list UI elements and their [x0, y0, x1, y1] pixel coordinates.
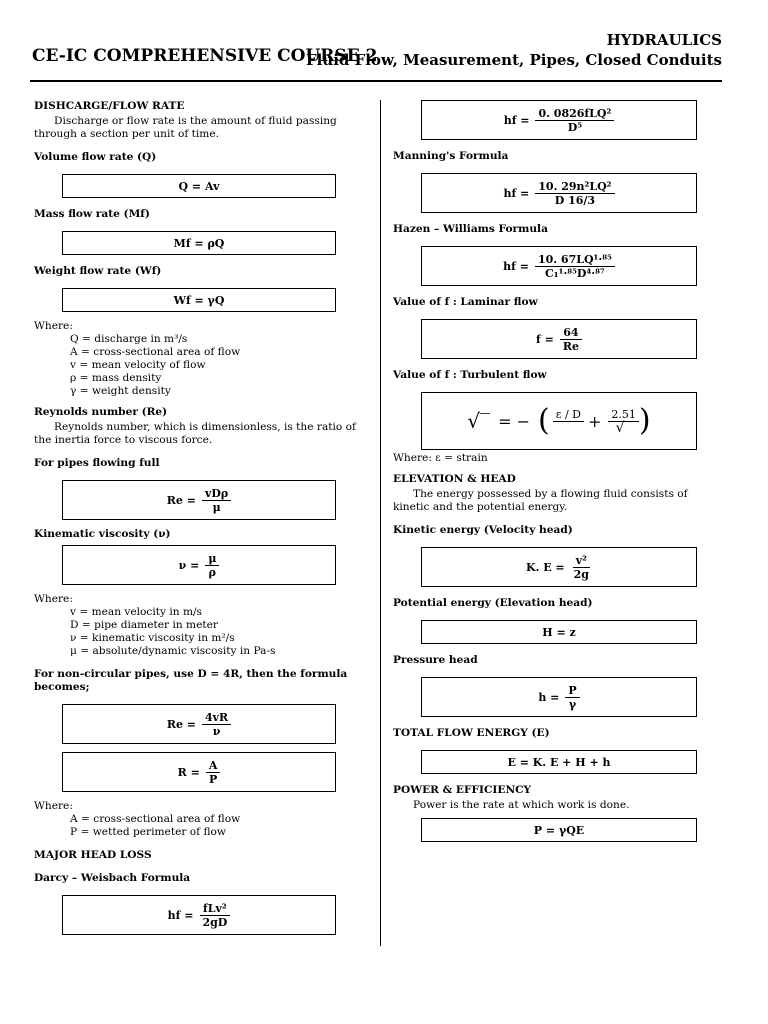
- column-divider: [380, 100, 381, 946]
- where-label: Where:: [34, 320, 73, 332]
- numerator: 4vR: [202, 711, 231, 725]
- power-text: Power is the rate at which work is done.: [413, 799, 630, 811]
- numerator: μ: [205, 552, 219, 566]
- formula-lhs: f =: [536, 332, 554, 346]
- formula-lhs: ν =: [178, 558, 200, 572]
- denominator: P: [208, 772, 218, 786]
- fraction: [560, 326, 582, 353]
- fraction: [553, 408, 584, 435]
- darcy-q-formula: [421, 100, 697, 140]
- list-item: A = cross-sectional area of flow: [70, 346, 241, 358]
- formula-lhs: Re =: [166, 717, 196, 731]
- elevation-text: The energy possessed by a flowing fluid consists of kinetic and the potential energy.: [393, 488, 688, 513]
- volume-flow-heading: Volume flow rate (Q): [34, 151, 157, 163]
- where-list-2: [34, 606, 368, 658]
- fraction: [206, 759, 221, 786]
- laminar-heading: Value of f : Laminar flow: [393, 296, 538, 308]
- where-label: Where:: [34, 593, 73, 605]
- list-item: P = wetted perimeter of flow: [70, 826, 226, 838]
- fraction: [202, 487, 231, 514]
- subject-title: HYDRAULICS: [606, 31, 722, 49]
- fraction: [202, 711, 231, 738]
- where-label: Where:: [393, 452, 432, 464]
- denominator: ν: [212, 724, 221, 738]
- list-item: μ = absolute/dynamic viscosity in Pa-s: [70, 645, 276, 657]
- formula-lhs: R =: [177, 765, 200, 779]
- list-item: ν = kinematic viscosity in m²/s: [70, 632, 235, 644]
- denominator: 2g: [573, 567, 589, 581]
- strain-definition: ε = strain: [435, 452, 488, 464]
- fraction: [205, 552, 219, 579]
- list-item: D = pipe diameter in meter: [70, 619, 218, 631]
- hazen-heading: Hazen – Williams Formula: [393, 223, 548, 235]
- numerator: ε / D: [553, 408, 584, 422]
- denominator: ρ: [208, 565, 216, 579]
- laminar-formula: [421, 319, 697, 359]
- kinetic-heading: Kinetic energy (Velocity head): [393, 524, 573, 536]
- list-item: v = mean velocity of flow: [70, 359, 206, 371]
- numerator: 10. 67LQ¹·⁸⁵: [535, 253, 615, 267]
- header-rule: [30, 80, 722, 82]
- course-title: CE-IC COMPREHENSIVE COURSE 2: [32, 46, 378, 66]
- numerator: P: [565, 684, 579, 698]
- where-strain: [393, 452, 723, 465]
- left-paren: (: [538, 403, 550, 438]
- formula-lhs: hf =: [167, 908, 194, 922]
- pressure-head-heading: Pressure head: [393, 654, 478, 666]
- hazen-formula: [421, 246, 697, 286]
- denominator: C₁¹·⁸⁵D⁴·⁸⁷: [545, 266, 605, 280]
- elevation-heading: ELEVATION & HEAD: [393, 473, 516, 485]
- denominator: D⁵: [567, 120, 583, 134]
- pressure-head-formula: [421, 677, 697, 717]
- total-energy-heading: TOTAL FLOW ENERGY (E): [393, 727, 550, 739]
- sqrt-symbol: √‾: [467, 408, 491, 433]
- left-column: [34, 96, 368, 943]
- kinetic-formula: [421, 547, 697, 587]
- weight-flow-heading: Weight flow rate (Wf): [34, 265, 162, 277]
- darcy-heading: Darcy – Weisbach Formula: [34, 872, 191, 884]
- where-label: Where:: [34, 800, 73, 812]
- reynolds-formula: [62, 480, 336, 520]
- fraction: [571, 554, 592, 581]
- discharge-text: Discharge or flow rate is the amount of fluid passing through a section per unit of time.: [34, 115, 337, 140]
- denominator: γ: [568, 697, 577, 711]
- list-item: ρ = mass density: [70, 372, 162, 384]
- fraction: [199, 902, 230, 929]
- fraction: [535, 180, 614, 207]
- formula-lhs: Re =: [166, 493, 196, 507]
- volume-flow-formula: Q = Av: [62, 174, 336, 198]
- numerator: A: [206, 759, 221, 773]
- header-right: [306, 30, 722, 70]
- fraction: [535, 253, 615, 280]
- denominator: Re: [562, 339, 579, 353]
- topic-title: Fluid Flow, Measurement, Pipes, Closed Conduits: [305, 51, 722, 69]
- fraction: [608, 408, 639, 435]
- reynolds-noncircular-formula: [62, 704, 336, 744]
- darcy-formula: [62, 895, 336, 935]
- formula-lhs: K. E =: [525, 560, 565, 574]
- denominator: μ: [212, 500, 221, 514]
- numerator: vDρ: [202, 487, 231, 501]
- major-head-loss-heading: MAJOR HEAD LOSS: [34, 849, 152, 861]
- formula-lhs: hf =: [503, 186, 530, 200]
- sqrt-symbol: √‾: [615, 419, 632, 436]
- mass-flow-heading: Mass flow rate (Mf): [34, 208, 150, 220]
- kinematic-heading: Kinematic viscosity (ν): [34, 528, 171, 540]
- formula-lhs: hf =: [503, 113, 530, 127]
- denominator: [564, 422, 574, 435]
- where-list-1: [34, 333, 368, 398]
- plus-sign: +: [587, 411, 602, 431]
- potential-heading: Potential energy (Elevation head): [393, 597, 593, 609]
- power-formula: P = γQE: [421, 818, 697, 842]
- list-item: v = mean velocity in m/s: [70, 606, 202, 618]
- right-column: [393, 100, 723, 850]
- noncircular-heading: For non-circular pipes, use D = 4R, then the formula becomes;: [34, 668, 348, 693]
- pipes-full-heading: For pipes flowing full: [34, 457, 160, 469]
- numerator: 0. 0826fLQ²: [535, 107, 614, 121]
- kinematic-formula: [62, 545, 336, 585]
- discharge-heading: DISHCARGE/FLOW RATE: [34, 100, 185, 112]
- reynolds-heading: Reynolds number (Re): [34, 406, 168, 418]
- where-list-3: [34, 813, 368, 839]
- total-energy-formula: E = K. E + H + h: [421, 750, 697, 774]
- numerator: 64: [560, 326, 581, 340]
- turbulent-heading: Value of f : Turbulent flow: [393, 369, 547, 381]
- numerator: fLv²: [200, 902, 230, 916]
- list-item: A = cross-sectional area of flow: [70, 813, 241, 825]
- fraction: [535, 107, 614, 134]
- turbulent-formula: [421, 392, 697, 450]
- reynolds-text: Reynolds number, which is dimensionless, is the ratio of the inertia force to viscous force.: [34, 421, 356, 446]
- numerator: 2.51: [608, 408, 639, 422]
- potential-formula: H = z: [421, 620, 697, 644]
- manning-formula: [421, 173, 697, 213]
- mass-flow-formula: Mf = ρQ: [62, 231, 336, 255]
- formula-lhs: h =: [538, 690, 560, 704]
- weight-flow-formula: Wf = γQ: [62, 288, 336, 312]
- power-heading: POWER & EFFICIENCY: [393, 784, 532, 796]
- manning-heading: Manning's Formula: [393, 150, 509, 162]
- hydraulic-radius-formula: [62, 752, 336, 792]
- formula-operator: = −: [498, 411, 531, 431]
- list-item: Q = discharge in m³/s: [70, 333, 188, 345]
- numerator: 10. 29n²LQ²: [535, 180, 614, 194]
- fraction: [565, 684, 579, 711]
- denominator: 2gD: [202, 915, 228, 929]
- formula-lhs: hf =: [503, 259, 529, 273]
- denominator: D 16/3: [554, 193, 596, 207]
- right-paren: ): [638, 403, 651, 438]
- numerator: v²: [573, 554, 590, 568]
- list-item: γ = weight density: [70, 385, 171, 397]
